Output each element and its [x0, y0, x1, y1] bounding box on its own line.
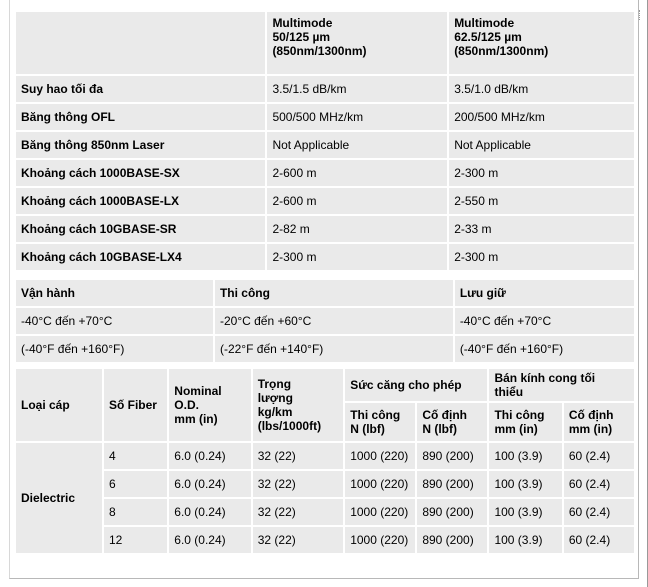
cell-value: 32 (22): [253, 443, 343, 469]
header-line: Bán kính cong tối: [494, 371, 596, 385]
cell-value: 32 (22): [253, 527, 343, 553]
cell-value: 60 (2.4): [564, 471, 634, 497]
header-line: Trọng: [257, 377, 292, 391]
header-line: Thi công: [494, 408, 545, 422]
header-line: Cố định: [568, 408, 614, 422]
cable-header-radius-fixed: [564, 403, 634, 441]
cell-value: 1000 (220): [345, 471, 415, 497]
table-row: [16, 244, 634, 270]
table-row: [16, 443, 634, 469]
cell-value: 100 (3.9): [489, 527, 561, 553]
cell-value: 3.5/1.0 dB/km: [449, 76, 634, 102]
temperature-table: [14, 278, 636, 364]
fiber-spec-table: [14, 10, 636, 272]
cell-value: 1000 (220): [345, 443, 415, 469]
spec-header-empty: [16, 12, 265, 74]
row-label: Suy hao tối đa: [16, 76, 265, 102]
cell-value: 32 (22): [253, 471, 343, 497]
header-line: lượng: [257, 391, 293, 405]
cell-value: 500/500 MHz/km: [267, 104, 447, 130]
cell-value: 100 (3.9): [489, 443, 561, 469]
cell-value: 890 (200): [417, 471, 487, 497]
cell-value: 6.0 (0.24): [169, 527, 250, 553]
cell-value: 3.5/1.5 dB/km: [267, 76, 447, 102]
table-row: [16, 104, 634, 130]
table-row: [16, 499, 634, 525]
cable-header-type: Loại cáp: [16, 369, 102, 441]
table-row: [16, 216, 634, 242]
temp-header-operation: Vận hành: [16, 280, 213, 306]
header-line: Cố định: [422, 408, 467, 422]
cell-value: (-22°F đến +140°F): [215, 336, 453, 362]
row-label: Khoảng cách 1000BASE-LX: [16, 188, 265, 214]
cell-value: 8: [104, 499, 167, 525]
row-label: Khoảng cách 1000BASE-SX: [16, 160, 265, 186]
temp-header-row: [16, 280, 634, 306]
cell-value: 200/500 MHz/km: [449, 104, 634, 130]
cable-header-bend-radius: [489, 369, 634, 401]
cell-value: 2-600 m: [267, 188, 447, 214]
cell-value: (-40°F đến +160°F): [455, 336, 634, 362]
header-line: thiểu: [494, 385, 524, 399]
cell-value: 2-300 m: [449, 244, 634, 270]
cable-spec-table: [14, 367, 636, 555]
row-label: Khoảng cách 10GBASE-LX4: [16, 244, 265, 270]
cell-value: 6.0 (0.24): [169, 471, 250, 497]
cell-value: 6: [104, 471, 167, 497]
header-line: mm (in): [568, 422, 613, 436]
table-row: [16, 308, 634, 334]
cell-value: 1000 (220): [345, 499, 415, 525]
cell-value: 6.0 (0.24): [169, 443, 250, 469]
table-row: [16, 188, 634, 214]
cable-header-radius-install: [489, 403, 561, 441]
scroll-edge-marker: [639, 10, 646, 20]
table-row: [16, 160, 634, 186]
cell-value: 60 (2.4): [564, 527, 634, 553]
cell-value: 2-300 m: [267, 244, 447, 270]
cell-value: 2-550 m: [449, 188, 634, 214]
cell-value: 890 (200): [417, 527, 487, 553]
cell-value: 100 (3.9): [489, 471, 561, 497]
cell-value: 6.0 (0.24): [169, 499, 250, 525]
header-line: (850nm/1300nm): [272, 44, 367, 58]
table-row: [16, 527, 634, 553]
cell-value: 60 (2.4): [564, 443, 634, 469]
header-line: mm (in): [174, 412, 218, 426]
temp-header-installation: Thi công: [215, 280, 453, 306]
cell-value: (-40°F đến +160°F): [16, 336, 213, 362]
header-line: mm (in): [494, 422, 538, 436]
cable-header-tension-install: [345, 403, 415, 441]
header-line: Thi công: [350, 408, 401, 422]
cell-value: 2-82 m: [267, 216, 447, 242]
cell-value: 2-300 m: [449, 160, 634, 186]
row-label: Băng thông OFL: [16, 104, 265, 130]
cell-value: 1000 (220): [345, 527, 415, 553]
cable-header-fiber-count: Số Fiber: [104, 369, 167, 441]
row-label: Băng thông 850nm Laser: [16, 132, 265, 158]
cable-header-od: [169, 369, 250, 441]
header-line: (lbs/1000ft): [257, 419, 322, 433]
table-row: [16, 132, 634, 158]
cell-value: 60 (2.4): [564, 499, 634, 525]
header-line: Multimode: [454, 16, 515, 30]
cable-header-row-1: [16, 369, 634, 401]
header-line: kg/km: [257, 405, 293, 419]
cell-value: 2-600 m: [267, 160, 447, 186]
cell-value: 12: [104, 527, 167, 553]
header-line: Multimode: [272, 16, 333, 30]
cable-header-tension: Sức căng cho phép: [345, 369, 487, 401]
cable-header-tension-fixed: [417, 403, 487, 441]
cell-value: Not Applicable: [267, 132, 447, 158]
cell-value: -40°C đến +70°C: [455, 308, 634, 334]
spec-header-50-125: [267, 12, 447, 74]
header-line: (850nm/1300nm): [454, 44, 549, 58]
header-line: N (lbf): [422, 422, 457, 436]
spec-header-row: [16, 12, 634, 74]
header-line: 50/125 µm: [272, 30, 331, 44]
cell-value: 2-33 m: [449, 216, 634, 242]
header-line: O.D.: [174, 398, 199, 412]
cell-value: 100 (3.9): [489, 499, 561, 525]
cell-value: 890 (200): [417, 443, 487, 469]
cell-value: 32 (22): [253, 499, 343, 525]
cell-value: -20°C đến +60°C: [215, 308, 453, 334]
row-label: Khoảng cách 10GBASE-SR: [16, 216, 265, 242]
table-row: [16, 336, 634, 362]
cell-value: 4: [104, 443, 167, 469]
table-row: [16, 76, 634, 102]
header-line: Nominal: [174, 384, 222, 398]
cell-value: 890 (200): [417, 499, 487, 525]
table-row: [16, 471, 634, 497]
cell-value: -40°C đến +70°C: [16, 308, 213, 334]
cable-header-weight: [253, 369, 343, 441]
header-line: N (lbf): [350, 422, 385, 436]
spec-header-62-125: [449, 12, 634, 74]
cable-type-value: Dielectric: [16, 443, 102, 553]
cell-value: Not Applicable: [449, 132, 634, 158]
temp-header-storage: Lưu giữ: [455, 280, 634, 306]
header-line: 62.5/125 µm: [454, 30, 522, 44]
